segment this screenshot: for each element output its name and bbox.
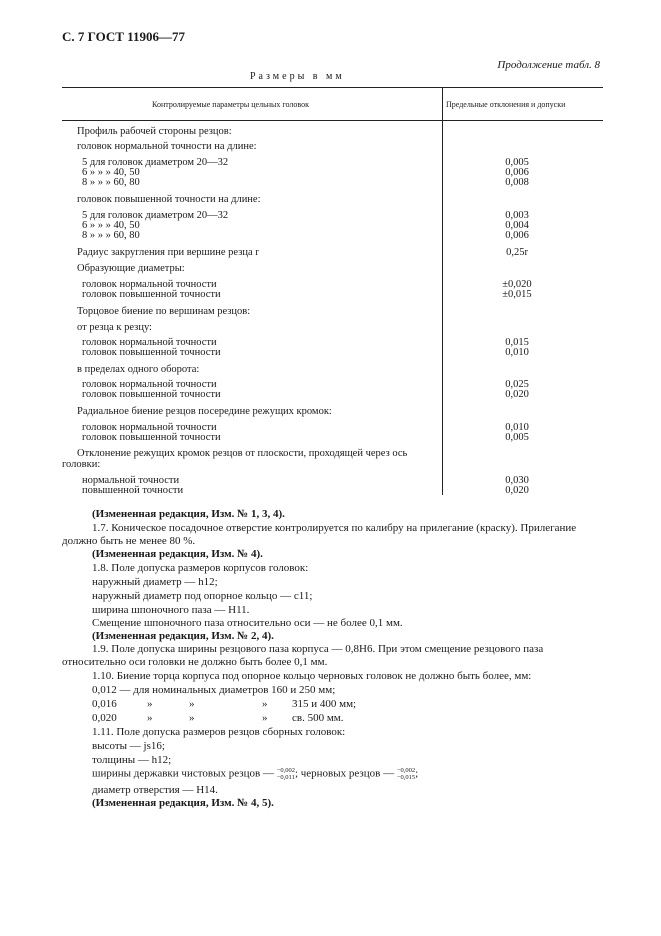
ditto-mark: »	[262, 698, 268, 710]
table-row-param: 5 для головок диаметром 20—32	[82, 210, 229, 221]
paragraph-1-11-line	[92, 767, 418, 781]
revision-note: (Измененная редакция, Изм. № 1, 3, 4).	[92, 508, 285, 520]
ditto-mark: »	[147, 698, 153, 710]
revision-note: (Измененная редакция, Изм. № 2, 4).	[92, 630, 274, 642]
text-run: ; черновых резцов —	[294, 767, 395, 780]
ditto-mark: »	[189, 698, 195, 710]
table-row-value: 0,005	[505, 157, 529, 168]
value-text: 0,016	[92, 698, 117, 710]
table-row-value: ±0,020	[502, 279, 532, 290]
table-row-param: 6 » » » 40, 50	[82, 167, 140, 178]
table-continuation: Продолжение табл. 8	[497, 59, 600, 71]
table-row-value: 0,004	[505, 220, 529, 231]
table-row-param: головок повышенной точности	[82, 347, 221, 358]
ditto-mark: »	[189, 712, 195, 724]
table-row-param: головки:	[62, 459, 101, 470]
table-column-divider	[442, 87, 443, 495]
value-text: св. 500 мм.	[292, 712, 344, 724]
paragraph-1-8: 1.8. Поле допуска размеров корпусов головок:	[92, 562, 309, 574]
paragraph-1-8-line: наружный диаметр — h12;	[92, 576, 218, 588]
table-row-param: от резца к резцу:	[77, 322, 152, 333]
table-header-rule	[62, 120, 603, 121]
table-row-param: головок повышенной точности	[82, 389, 221, 400]
table-row-value: 0,010	[505, 422, 529, 433]
table-row-param: нормальной точности	[82, 475, 180, 486]
paragraph-1-11-line: диаметр отверстия — H14.	[92, 784, 218, 796]
fraction-top: −0,002	[276, 767, 295, 774]
page-title: С. 7 ГОСТ 11906—77	[62, 29, 185, 44]
table-row-param: Образующие диаметры:	[77, 263, 185, 274]
ditto-mark: »	[262, 712, 268, 724]
table-row-param: головок повышенной точности	[82, 289, 221, 300]
paragraph-1-11: 1.11. Поле допуска размеров резцов сборных головок:	[92, 726, 346, 738]
table-row-param: в пределах одного оборота:	[77, 364, 200, 375]
table-header-tolerances: Предельные отклонения и допуски	[446, 100, 566, 109]
table-row-param: Профиль рабочей стороны резцов:	[77, 126, 232, 137]
table-row-param: головок нормальной точности	[82, 337, 217, 348]
paragraph-1-8-line: ширина шпоночного паза — H11.	[92, 604, 250, 616]
table-row-param: 5 для головок диаметром 20—32	[82, 157, 229, 168]
paragraph-1-9: 1.9. Поле допуска ширины резцового паза корпуса — 0,8H6. При этом смещение резцового паза относительно оси головки не должно быть более 0,1 мм.	[62, 643, 544, 668]
table-row-value: 0,025	[505, 379, 529, 390]
table-row-value: 0,006	[505, 167, 529, 178]
table-row-value: 0,020	[505, 485, 529, 496]
table-header-params: Контролируемые параметры цельных головок	[152, 100, 309, 109]
fraction-bottom: −0,011	[276, 774, 295, 781]
table-row-value: 0,020	[505, 389, 529, 400]
value-text: 315 и 400 мм;	[292, 698, 357, 710]
table-top-rule	[62, 87, 603, 88]
table-row-param: Радиус закругления при вершине резца r	[77, 247, 259, 258]
fraction-bottom: −0,015	[396, 774, 416, 781]
tolerance-fraction	[397, 767, 415, 781]
table-row-value: 0,008	[505, 177, 529, 188]
table-row-param: Радиальное биение резцов посередине режущих кромок:	[77, 406, 332, 417]
revision-note: (Измененная редакция, Изм. № 4, 5).	[92, 797, 274, 809]
table-row-param: головок нормальной точности	[82, 279, 217, 290]
table-row-value: 0,010	[505, 347, 529, 358]
paragraph-1-10: 1.10. Биение торца корпуса под опорное кольцо черновых головок не должно быть более, мм:	[92, 670, 532, 682]
table-row-param: головок нормальной точности на длине:	[77, 141, 257, 152]
paragraph-1-7: 1.7. Коническое посадочное отверстие контролируется по калибру на прилегание (краску). Прилегание должно быть не менее 80 %.	[62, 522, 577, 547]
paragraph-1-8-line: Смещение шпоночного паза относительно оси — не более 0,1 мм.	[92, 617, 403, 629]
value-text: 0,020	[92, 712, 117, 724]
table-row-param: Торцовое биение по вершинам резцов:	[77, 306, 251, 317]
paragraph-1-10-line	[92, 698, 452, 712]
units-label: Размеры в мм	[250, 71, 345, 82]
text-run: ;	[415, 767, 419, 780]
table-row-param: головок повышенной точности на длине:	[77, 194, 261, 205]
table-row-param: головок нормальной точности	[82, 379, 217, 390]
table-row-value: 0,030	[505, 475, 529, 486]
fraction-top: −0,002	[396, 767, 416, 774]
table-row-value: 0,005	[505, 432, 529, 443]
text-run: ширины державки чистовых резцов —	[92, 767, 274, 780]
table-row-value: 0,006	[505, 230, 529, 241]
table-row-param: 8 » » » 60, 80	[82, 177, 140, 188]
table-row-value: 0,25r	[506, 247, 528, 258]
table-row-value: ±0,015	[502, 289, 532, 300]
tolerance-fraction	[277, 767, 295, 781]
table-row-param: головок повышенной точности	[82, 432, 221, 443]
paragraph-1-10-line: 0,012 — для номинальных диаметров 160 и 250 мм;	[92, 684, 336, 696]
table-row-param: Отклонение режущих кромок резцов от плоскости, проходящей через ось	[77, 448, 408, 459]
paragraph-1-8-line: наружный диаметр под опорное кольцо — c11;	[92, 590, 313, 602]
table-row-value: 0,003	[505, 210, 529, 221]
table-row-param: повышенной точности	[82, 485, 184, 496]
paragraph-1-11-line: высоты — js16;	[92, 740, 165, 752]
paragraph-1-10-line	[92, 712, 452, 726]
table-row-param: 6 » » » 40, 50	[82, 220, 140, 231]
paragraph-1-11-line: толщины — h12;	[92, 754, 172, 766]
revision-note: (Измененная редакция, Изм. № 4).	[92, 548, 263, 560]
ditto-mark: »	[147, 712, 153, 724]
table-row-param: головок нормальной точности	[82, 422, 217, 433]
table-row-value: 0,015	[505, 337, 529, 348]
table-row-param: 8 » » » 60, 80	[82, 230, 140, 241]
